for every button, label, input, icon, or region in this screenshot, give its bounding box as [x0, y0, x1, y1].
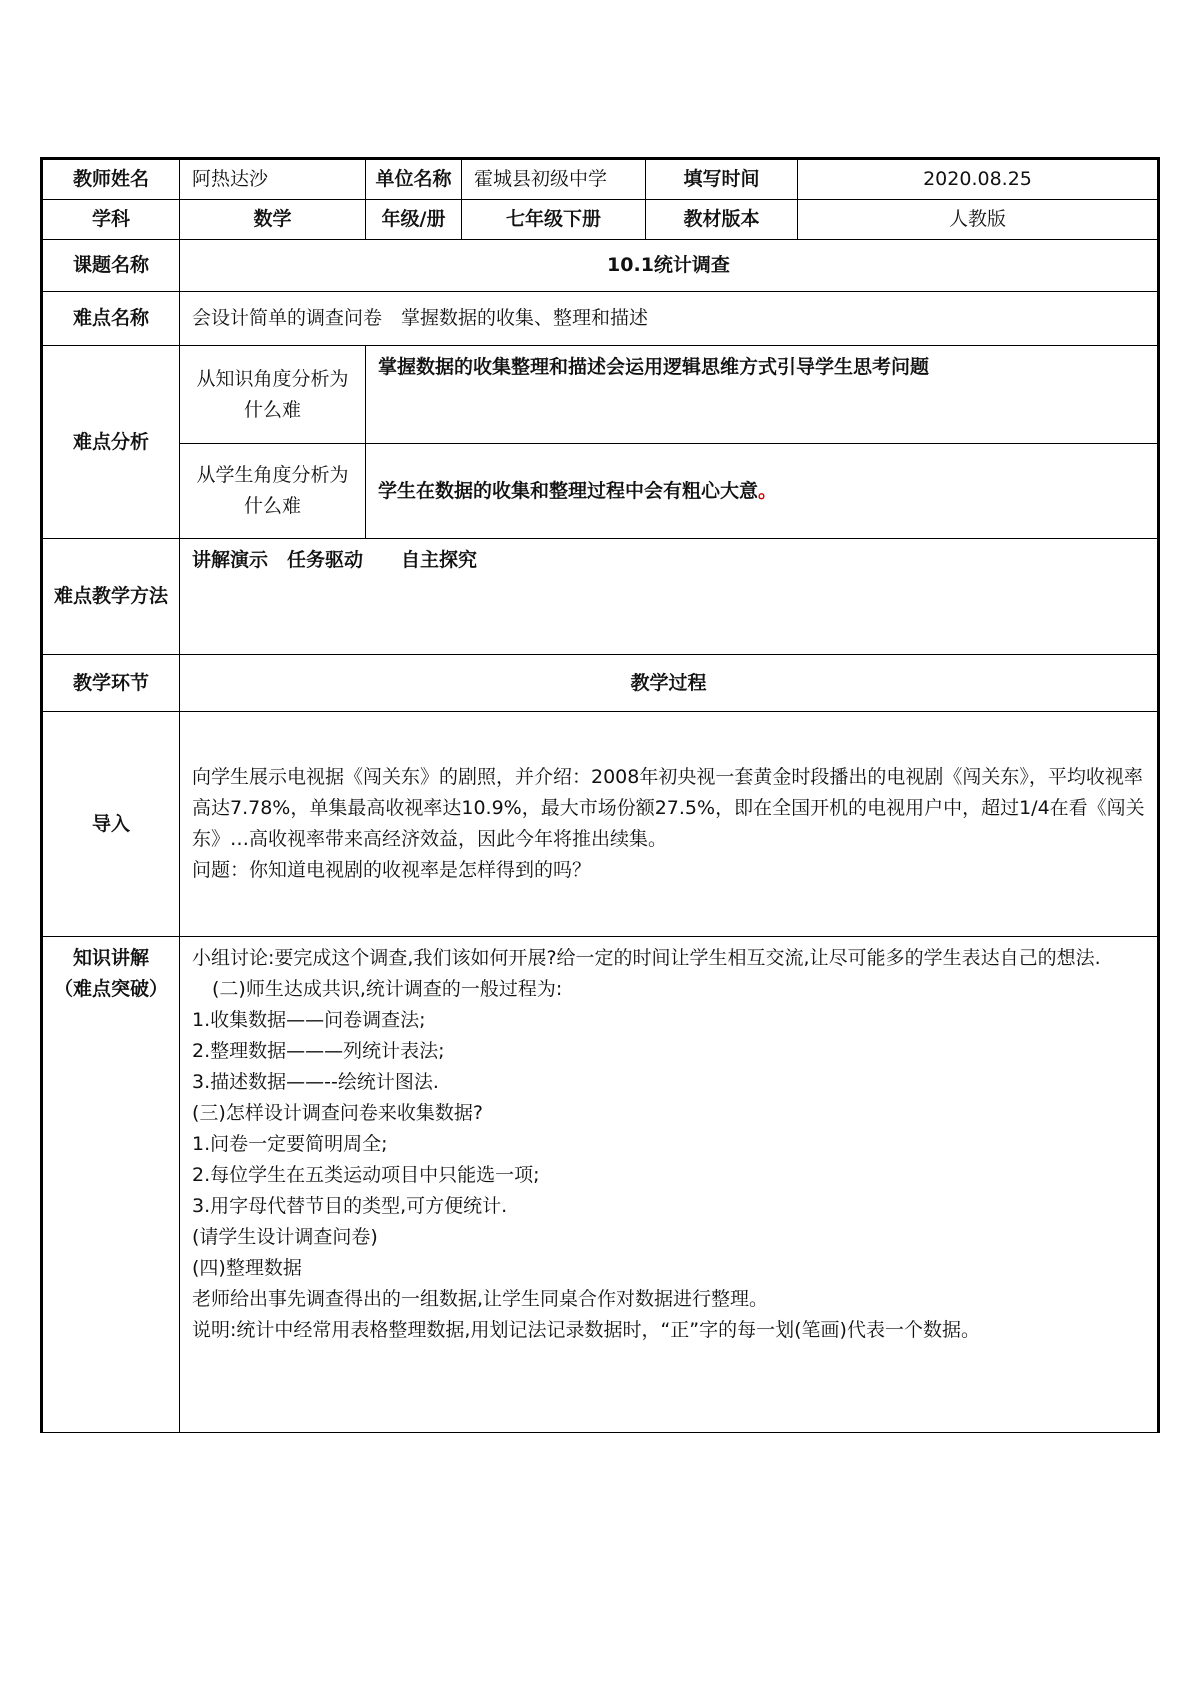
student-angle-cell — [366, 444, 1159, 539]
analysis-student-row — [42, 444, 1159, 539]
intro-label: 导入 — [42, 712, 180, 937]
knowledge-line: 小组讨论:要完成这个调查,我们该如何开展?给一定的时间让学生相互交流,让尽可能多的学生表达自己的想法. — [192, 947, 1101, 969]
teacher-name-value: 阿热达沙 — [180, 159, 366, 200]
knowledge-line: 说明:统计中经常用表格整理数据,用划记法记录数据时，“正”字的每一划(笔画)代表一个数据。 — [192, 1319, 980, 1341]
knowledge-label-line2: （难点突破） — [53, 978, 168, 1000]
difficulty-row — [42, 292, 1159, 346]
knowledge-line: 3.描述数据——--绘统计图法. — [192, 1071, 439, 1093]
knowledge-label — [42, 937, 180, 1433]
knowledge-label-line1: 知识讲解 — [72, 947, 149, 969]
method-row — [42, 539, 1159, 655]
subject-label: 学科 — [42, 200, 180, 240]
student-angle-label: 从学生角度分析为什么难 — [180, 444, 366, 539]
difficulty-label: 难点名称 — [42, 292, 180, 346]
unit-name-value: 霍城县初级中学 — [462, 159, 646, 200]
stage-header-label: 教学环节 — [42, 655, 180, 712]
info-row-2 — [42, 200, 1159, 240]
lesson-plan-table — [40, 157, 1160, 1433]
analysis-knowledge-row — [42, 346, 1159, 444]
method-label: 难点教学方法 — [42, 539, 180, 655]
knowledge-row — [42, 937, 1159, 1433]
analysis-label: 难点分析 — [42, 346, 180, 539]
unit-name-label: 单位名称 — [366, 159, 462, 200]
knowledge-line: 1.收集数据——问卷调查法; — [192, 1009, 426, 1031]
info-row-1 — [42, 159, 1159, 200]
intro-content — [180, 712, 1159, 937]
knowledge-line: 2.每位学生在五类运动项目中只能选一项; — [192, 1164, 540, 1186]
knowledge-line: (二)师生达成共识,统计调查的一般过程为: — [212, 978, 563, 1000]
fill-time-label: 填写时间 — [646, 159, 798, 200]
knowledge-line: (三)怎样设计调查问卷来收集数据? — [192, 1102, 483, 1124]
intro-row — [42, 712, 1159, 937]
process-header-label: 教学过程 — [180, 655, 1159, 712]
topic-label: 课题名称 — [42, 240, 180, 292]
student-angle-period: 。 — [758, 479, 778, 502]
fill-time-value: 2020.08.25 — [798, 159, 1159, 200]
knowledge-line: 老师给出事先调查得出的一组数据,让学生同桌合作对数据进行整理。 — [192, 1288, 769, 1310]
knowledge-line: 2.整理数据———列统计表法; — [192, 1040, 445, 1062]
edition-label: 教材版本 — [646, 200, 798, 240]
grade-label: 年级/册 — [366, 200, 462, 240]
topic-value: 10.1统计调查 — [180, 240, 1159, 292]
grade-value: 七年级下册 — [462, 200, 646, 240]
intro-question: 问题：你知道电视剧的收视率是怎样得到的吗？ — [192, 859, 592, 881]
subject-value: 数学 — [180, 200, 366, 240]
teacher-name-label: 教师姓名 — [42, 159, 180, 200]
difficulty-value: 会设计简单的调查问卷 掌握数据的收集、整理和描述 — [180, 292, 1159, 346]
knowledge-angle-value: 掌握数据的收集整理和描述会运用逻辑思维方式引导学生思考问题 — [366, 346, 1159, 444]
knowledge-line: (四)整理数据 — [192, 1257, 302, 1279]
student-angle-value: 学生在数据的收集和整理过程中会有粗心大意 — [378, 479, 759, 502]
method-value: 讲解演示 任务驱动 自主探究 — [180, 539, 1159, 655]
edition-value: 人教版 — [798, 200, 1159, 240]
topic-row — [42, 240, 1159, 292]
intro-paragraph: 向学生展示电视据《闯关东》的剧照，并介绍：2008年初央视一套黄金时段播出的电视剧《闯关东》，平均收视率高达7.78%，单集最高收视率达10.9%，最大市场份额27.5%，即在全国开机的电视用户中，超过1/4在看《闯关东》…高收视率带来高经济效益，因此今年将推出续集。 — [192, 766, 1145, 850]
process-header-row — [42, 655, 1159, 712]
knowledge-angle-label: 从知识角度分析为什么难 — [180, 346, 366, 444]
knowledge-line: 1.问卷一定要简明周全; — [192, 1133, 388, 1155]
knowledge-line: 3.用字母代替节目的类型,可方便统计. — [192, 1195, 508, 1217]
knowledge-line: (请学生设计调查问卷) — [192, 1226, 378, 1248]
knowledge-content — [180, 937, 1159, 1433]
